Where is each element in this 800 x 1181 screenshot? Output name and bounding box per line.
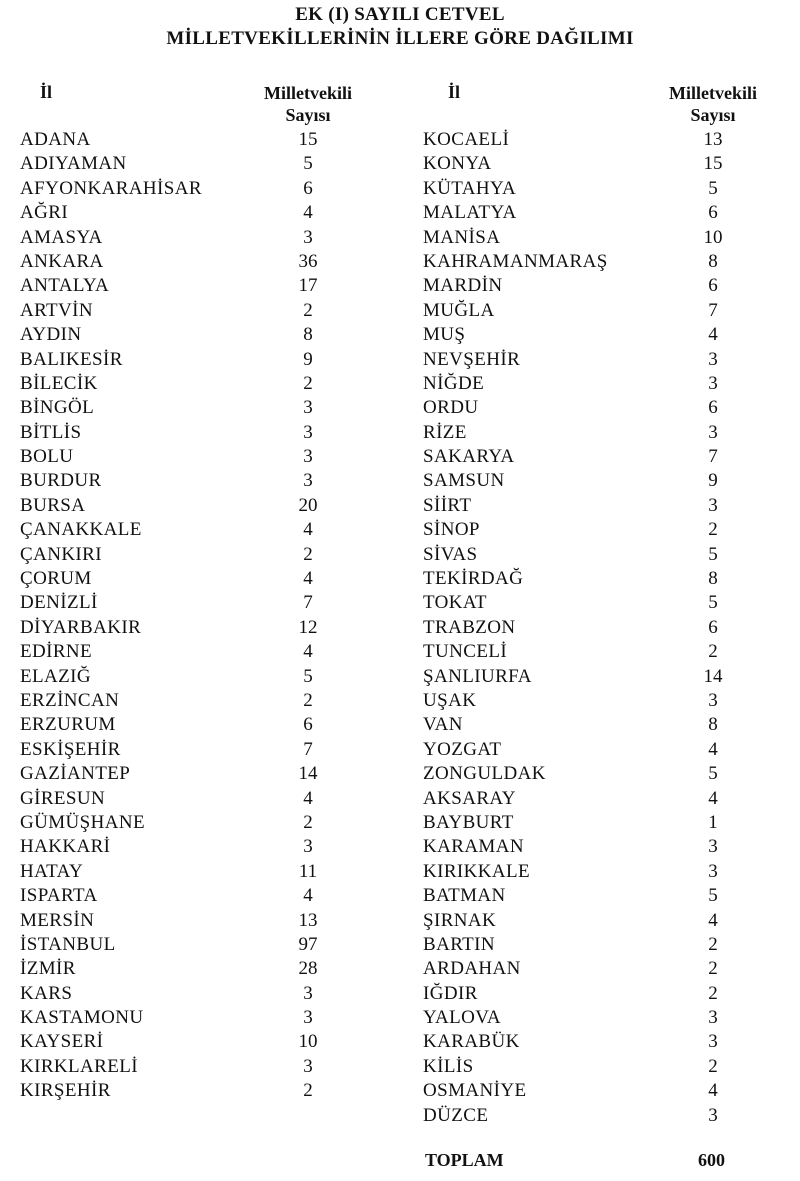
deputy-count: 2 bbox=[708, 1055, 718, 1077]
deputy-count: 2 bbox=[303, 372, 313, 394]
deputy-count: 2 bbox=[303, 811, 313, 833]
table-row bbox=[20, 860, 360, 884]
deputy-count: 2 bbox=[708, 641, 718, 663]
table-row bbox=[423, 152, 783, 176]
deputy-count: 2 bbox=[708, 982, 718, 1004]
province-name: ELAZIĞ bbox=[20, 665, 91, 687]
table-row bbox=[423, 1055, 783, 1079]
table-row bbox=[20, 665, 360, 689]
right-count-header bbox=[648, 82, 778, 126]
deputy-count: 20 bbox=[298, 494, 318, 516]
table-row bbox=[423, 738, 783, 762]
province-name: ŞANLIURFA bbox=[423, 665, 532, 687]
left-province-list bbox=[20, 128, 360, 1104]
table-row bbox=[423, 372, 783, 396]
table-row bbox=[423, 445, 783, 469]
table-row bbox=[423, 128, 783, 152]
deputy-count: 4 bbox=[303, 787, 313, 809]
table-row bbox=[423, 1079, 783, 1103]
table-row bbox=[20, 396, 360, 420]
table-row bbox=[20, 299, 360, 323]
table-row bbox=[20, 689, 360, 713]
right-province-list bbox=[423, 128, 783, 1128]
province-name: BİTLİS bbox=[20, 421, 82, 443]
province-name: KÜTAHYA bbox=[423, 177, 517, 199]
deputy-count: 3 bbox=[708, 372, 718, 394]
table-row bbox=[423, 177, 783, 201]
province-name: YOZGAT bbox=[423, 738, 502, 760]
table-row bbox=[423, 957, 783, 981]
deputy-count: 9 bbox=[303, 348, 313, 370]
table-row bbox=[20, 250, 360, 274]
deputy-count: 13 bbox=[703, 129, 723, 150]
province-name: İZMİR bbox=[20, 958, 76, 980]
province-name: ANTALYA bbox=[20, 275, 110, 297]
deputy-count: 1 bbox=[708, 811, 718, 833]
right-province-header: İl bbox=[448, 82, 461, 102]
table-row bbox=[423, 982, 783, 1006]
table-row bbox=[20, 1030, 360, 1054]
table-row bbox=[423, 689, 783, 713]
province-name: SİVAS bbox=[423, 543, 478, 565]
deputy-count: 6 bbox=[303, 177, 313, 199]
table-row bbox=[20, 348, 360, 372]
deputy-count: 4 bbox=[303, 519, 313, 541]
table-row bbox=[20, 1079, 360, 1103]
province-name: NEVŞEHİR bbox=[423, 348, 521, 370]
table-row bbox=[20, 567, 360, 591]
province-name: GÜMÜŞHANE bbox=[20, 811, 145, 833]
province-name: KAYSERİ bbox=[20, 1031, 104, 1053]
table-row bbox=[20, 421, 360, 445]
table-row bbox=[20, 811, 360, 835]
table-row bbox=[20, 616, 360, 640]
deputy-count: 4 bbox=[708, 1080, 718, 1102]
province-name: DENİZLİ bbox=[20, 592, 98, 614]
deputy-count: 10 bbox=[298, 1031, 318, 1053]
table-row bbox=[423, 665, 783, 689]
deputy-count: 17 bbox=[298, 275, 318, 297]
province-name: TEKİRDAĞ bbox=[423, 568, 524, 590]
deputy-count: 7 bbox=[708, 446, 718, 468]
table-row bbox=[423, 274, 783, 298]
deputy-count: 4 bbox=[708, 738, 718, 760]
province-name: KAHRAMANMARAŞ bbox=[423, 250, 608, 272]
province-name: MERSİN bbox=[20, 909, 95, 931]
deputy-count: 5 bbox=[708, 592, 718, 614]
deputy-count: 15 bbox=[703, 153, 723, 175]
table-row bbox=[423, 201, 783, 225]
deputy-count: 5 bbox=[303, 153, 313, 175]
province-name: ANKARA bbox=[20, 250, 104, 272]
table-row bbox=[423, 909, 783, 933]
province-name: BARTIN bbox=[423, 933, 495, 955]
deputy-count: 3 bbox=[708, 860, 718, 882]
table-row bbox=[423, 396, 783, 420]
deputy-count: 4 bbox=[708, 324, 718, 346]
province-name: OSMANİYE bbox=[423, 1080, 527, 1102]
deputy-count: 3 bbox=[303, 446, 313, 468]
deputy-count: 3 bbox=[708, 348, 718, 370]
province-name: ORDU bbox=[423, 397, 479, 419]
province-name: ÇORUM bbox=[20, 568, 92, 590]
province-name: AFYONKARAHİSAR bbox=[20, 177, 202, 199]
count-header-line1: Milletvekili bbox=[669, 83, 757, 103]
province-name: EDİRNE bbox=[20, 641, 93, 663]
province-name: SİİRT bbox=[423, 494, 472, 516]
province-name: ARTVİN bbox=[20, 299, 94, 321]
deputy-count: 3 bbox=[708, 1031, 718, 1053]
deputy-count: 2 bbox=[708, 933, 718, 955]
province-name: TUNCELİ bbox=[423, 641, 508, 663]
table-row bbox=[423, 567, 783, 591]
deputy-count: 3 bbox=[303, 1007, 313, 1029]
deputy-count: 3 bbox=[303, 226, 313, 248]
deputy-count: 3 bbox=[708, 689, 718, 711]
table-row bbox=[423, 543, 783, 567]
table-row bbox=[423, 1030, 783, 1054]
count-header-line1: Milletvekili bbox=[264, 83, 352, 103]
deputy-count: 3 bbox=[303, 470, 313, 492]
province-name: KARAMAN bbox=[423, 836, 524, 858]
province-name: KIRIKKALE bbox=[423, 860, 531, 882]
province-name: MANİSA bbox=[423, 226, 501, 248]
province-name: KİLİS bbox=[423, 1055, 474, 1077]
province-name: ZONGULDAK bbox=[423, 763, 546, 785]
table-row bbox=[20, 982, 360, 1006]
province-name: KARABÜK bbox=[423, 1031, 520, 1053]
table-row bbox=[20, 835, 360, 859]
deputy-count: 2 bbox=[303, 299, 313, 321]
count-header-line2: Sayısı bbox=[690, 105, 736, 125]
table-row bbox=[20, 909, 360, 933]
deputy-count: 28 bbox=[298, 958, 318, 980]
deputy-count: 3 bbox=[708, 836, 718, 858]
deputy-count: 10 bbox=[703, 226, 723, 248]
province-name: ADANA bbox=[20, 129, 91, 150]
table-row bbox=[423, 591, 783, 615]
deputy-count: 4 bbox=[303, 641, 313, 663]
province-name: SİNOP bbox=[423, 519, 480, 541]
deputy-count: 2 bbox=[303, 689, 313, 711]
province-name: UŞAK bbox=[423, 689, 477, 711]
deputy-count: 9 bbox=[708, 470, 718, 492]
province-name: AKSARAY bbox=[423, 787, 516, 809]
table-row bbox=[20, 933, 360, 957]
province-name: MALATYA bbox=[423, 202, 517, 224]
deputy-count: 14 bbox=[298, 763, 318, 785]
province-name: KASTAMONU bbox=[20, 1007, 144, 1029]
deputy-count: 4 bbox=[708, 909, 718, 931]
total-value: 600 bbox=[698, 1150, 725, 1170]
province-name: ERZURUM bbox=[20, 714, 116, 736]
deputy-count: 3 bbox=[303, 982, 313, 1004]
province-name: ÇANAKKALE bbox=[20, 519, 142, 541]
province-name: NİĞDE bbox=[423, 372, 485, 394]
table-row bbox=[20, 274, 360, 298]
deputy-count: 4 bbox=[303, 568, 313, 590]
table-row bbox=[20, 957, 360, 981]
deputy-count: 7 bbox=[708, 299, 718, 321]
deputy-count: 8 bbox=[708, 250, 718, 272]
deputy-count: 6 bbox=[708, 202, 718, 224]
deputy-count: 4 bbox=[303, 202, 313, 224]
table-row bbox=[20, 494, 360, 518]
province-name: BURSA bbox=[20, 494, 86, 516]
province-name: BİLECİK bbox=[20, 372, 98, 394]
deputy-count: 3 bbox=[303, 836, 313, 858]
table-row bbox=[423, 835, 783, 859]
province-name: DÜZCE bbox=[423, 1104, 489, 1126]
table-row bbox=[423, 616, 783, 640]
deputy-count: 2 bbox=[303, 1080, 313, 1102]
province-name: AĞRI bbox=[20, 202, 69, 224]
table-row bbox=[20, 787, 360, 811]
province-name: AMASYA bbox=[20, 226, 103, 248]
table-row bbox=[20, 469, 360, 493]
province-name: MARDİN bbox=[423, 275, 503, 297]
table-row bbox=[423, 299, 783, 323]
table-row bbox=[423, 226, 783, 250]
table-row bbox=[20, 543, 360, 567]
deputy-count: 8 bbox=[708, 568, 718, 590]
province-name: GİRESUN bbox=[20, 787, 106, 809]
province-name: KIRŞEHİR bbox=[20, 1080, 111, 1102]
deputy-count: 3 bbox=[708, 421, 718, 443]
deputy-count: 5 bbox=[708, 763, 718, 785]
province-name: HAKKARİ bbox=[20, 836, 111, 858]
table-row bbox=[423, 469, 783, 493]
deputy-count: 2 bbox=[708, 958, 718, 980]
deputy-count: 4 bbox=[303, 885, 313, 907]
deputy-count: 6 bbox=[708, 616, 718, 638]
table-row bbox=[423, 787, 783, 811]
table-row bbox=[423, 348, 783, 372]
province-name: BATMAN bbox=[423, 885, 506, 907]
deputy-count: 3 bbox=[303, 421, 313, 443]
table-row bbox=[423, 933, 783, 957]
document-subtitle: MİLLETVEKİLLERİNİN İLLERE GÖRE DAĞILIMI bbox=[166, 28, 634, 49]
table-row bbox=[423, 1104, 783, 1128]
table-row bbox=[20, 128, 360, 152]
province-name: KOCAELİ bbox=[423, 129, 510, 150]
deputy-count: 3 bbox=[708, 494, 718, 516]
deputy-count: 8 bbox=[708, 714, 718, 736]
province-name: ÇANKIRI bbox=[20, 543, 102, 565]
deputy-count: 3 bbox=[708, 1007, 718, 1029]
deputy-count: 7 bbox=[303, 592, 313, 614]
table-row bbox=[20, 713, 360, 737]
province-name: GAZİANTEP bbox=[20, 763, 131, 785]
table-row bbox=[423, 762, 783, 786]
deputy-count: 2 bbox=[708, 519, 718, 541]
count-header-line2: Sayısı bbox=[285, 105, 331, 125]
left-province-header: İl bbox=[40, 82, 53, 102]
table-row bbox=[423, 323, 783, 347]
table-row bbox=[423, 494, 783, 518]
province-name: ERZİNCAN bbox=[20, 689, 120, 711]
province-name: KONYA bbox=[423, 153, 492, 175]
province-name: ŞIRNAK bbox=[423, 909, 497, 931]
table-row bbox=[20, 518, 360, 542]
deputy-count: 5 bbox=[708, 543, 718, 565]
table-row bbox=[423, 713, 783, 737]
province-name: VAN bbox=[423, 714, 463, 736]
deputy-count: 5 bbox=[303, 665, 313, 687]
province-name: DİYARBAKIR bbox=[20, 616, 142, 638]
table-row bbox=[423, 884, 783, 908]
table-row bbox=[20, 591, 360, 615]
left-count-header bbox=[243, 82, 373, 126]
table-row bbox=[20, 323, 360, 347]
table-row bbox=[20, 640, 360, 664]
table-row bbox=[423, 860, 783, 884]
table-row bbox=[20, 762, 360, 786]
document-title: EK (I) SAYILI CETVEL bbox=[295, 4, 505, 25]
province-name: TRABZON bbox=[423, 616, 516, 638]
table-row bbox=[20, 1006, 360, 1030]
province-name: YALOVA bbox=[423, 1007, 502, 1029]
table-row bbox=[20, 372, 360, 396]
deputy-count: 11 bbox=[298, 860, 318, 882]
deputy-count: 15 bbox=[298, 129, 318, 150]
province-name: KIRKLARELİ bbox=[20, 1055, 138, 1077]
deputy-count: 5 bbox=[708, 885, 718, 907]
table-row bbox=[20, 152, 360, 176]
province-name: TOKAT bbox=[423, 592, 487, 614]
province-name: İSTANBUL bbox=[20, 933, 116, 955]
table-row bbox=[423, 250, 783, 274]
province-name: MUŞ bbox=[423, 324, 466, 346]
total-label: TOPLAM bbox=[425, 1150, 504, 1170]
deputy-count: 6 bbox=[708, 397, 718, 419]
deputy-count: 5 bbox=[708, 177, 718, 199]
deputy-count: 6 bbox=[303, 714, 313, 736]
table-row bbox=[20, 226, 360, 250]
table-row bbox=[423, 640, 783, 664]
table-row bbox=[20, 201, 360, 225]
province-name: BAYBURT bbox=[423, 811, 514, 833]
province-name: RİZE bbox=[423, 421, 467, 443]
table-row bbox=[423, 1006, 783, 1030]
province-name: ARDAHAN bbox=[423, 958, 521, 980]
province-name: MUĞLA bbox=[423, 299, 495, 321]
province-name: BALIKESİR bbox=[20, 348, 123, 370]
deputy-count: 4 bbox=[708, 787, 718, 809]
table-row bbox=[423, 811, 783, 835]
province-name: SAMSUN bbox=[423, 470, 505, 492]
province-name: HATAY bbox=[20, 860, 84, 882]
deputy-count: 13 bbox=[298, 909, 318, 931]
deputy-count: 2 bbox=[303, 543, 313, 565]
deputy-count: 97 bbox=[298, 933, 318, 955]
deputy-count: 3 bbox=[708, 1104, 718, 1126]
table-row bbox=[20, 1055, 360, 1079]
deputy-count: 14 bbox=[703, 665, 723, 687]
deputy-count: 6 bbox=[708, 275, 718, 297]
table-row bbox=[20, 177, 360, 201]
table-row bbox=[423, 421, 783, 445]
province-name: BURDUR bbox=[20, 470, 102, 492]
table-row bbox=[20, 884, 360, 908]
province-name: AYDIN bbox=[20, 324, 82, 346]
deputy-count: 12 bbox=[298, 616, 318, 638]
province-name: BİNGÖL bbox=[20, 397, 95, 419]
deputy-count: 3 bbox=[303, 1055, 313, 1077]
province-name: ESKİŞEHİR bbox=[20, 738, 121, 760]
province-name: SAKARYA bbox=[423, 446, 515, 468]
province-name: IĞDIR bbox=[423, 982, 478, 1004]
province-name: KARS bbox=[20, 982, 73, 1004]
deputy-count: 3 bbox=[303, 397, 313, 419]
table-row bbox=[20, 445, 360, 469]
deputy-count: 36 bbox=[298, 250, 318, 272]
table-row bbox=[423, 518, 783, 542]
province-name: ADIYAMAN bbox=[20, 153, 127, 175]
province-name: BOLU bbox=[20, 446, 74, 468]
deputy-count: 7 bbox=[303, 738, 313, 760]
deputy-count: 8 bbox=[303, 324, 313, 346]
table-row bbox=[20, 738, 360, 762]
province-name: ISPARTA bbox=[20, 885, 98, 907]
